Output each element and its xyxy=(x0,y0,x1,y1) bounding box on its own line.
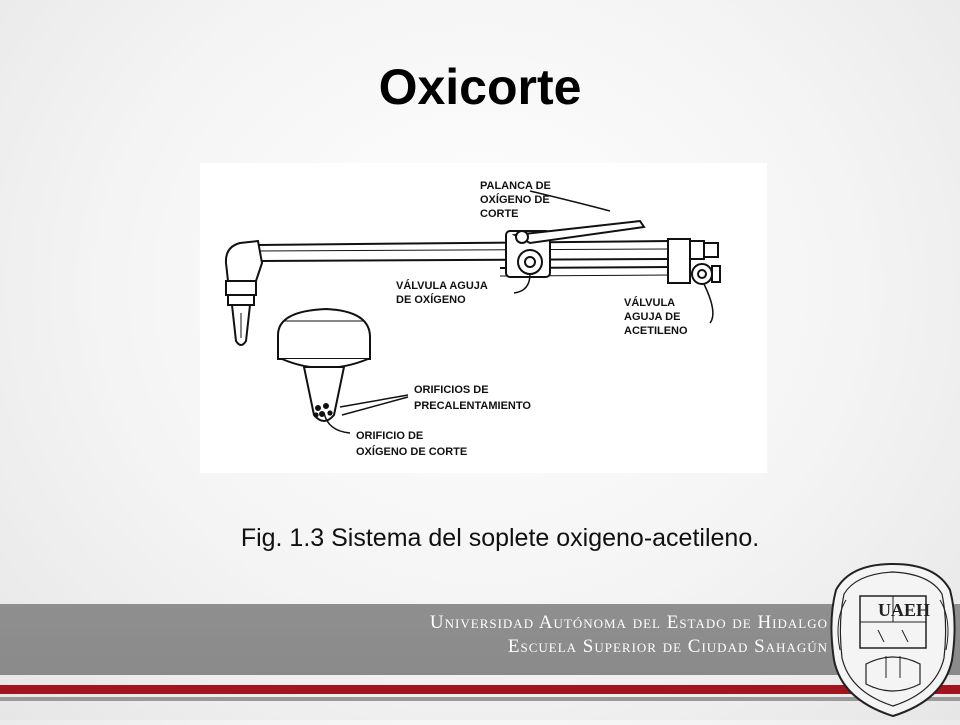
label-palanca-2: OXÍGENO DE xyxy=(480,194,550,206)
label-orificios-1: ORIFICIOS DE xyxy=(414,384,489,396)
footer-red-stripe xyxy=(0,685,960,694)
label-palanca-3: CORTE xyxy=(480,208,519,220)
university-name: Universidad Autónoma del Estado de Hidalgo xyxy=(429,612,828,633)
uaeh-seal-logo xyxy=(826,560,960,720)
slide-title: Oxicorte xyxy=(378,59,582,115)
footer-band xyxy=(0,604,960,675)
label-valvula-oxigeno-1: VÁLVULA AGUJA xyxy=(396,280,488,292)
label-orificios-2: PRECALENTAMIENTO xyxy=(414,400,531,412)
torch-diagram xyxy=(200,163,767,473)
label-orificio-corte-2: OXÍGENO DE CORTE xyxy=(356,446,468,458)
label-valvula-acetileno-1: VÁLVULA xyxy=(624,297,676,309)
label-valvula-acetileno-3: ACETILENO xyxy=(624,325,688,337)
footer-gray-stripe xyxy=(0,697,960,701)
label-valvula-oxigeno-2: DE OXÍGENO xyxy=(396,294,466,306)
label-orificio-corte-1: ORIFICIO DE xyxy=(356,430,424,442)
school-name: Escuela Superior de Ciudad Sahagún xyxy=(507,636,828,657)
logo-text: UAEH xyxy=(878,600,931,620)
label-valvula-acetileno-2: AGUJA DE xyxy=(624,311,681,323)
figure-caption: Fig. 1.3 Sistema del soplete oxigeno-acetileno. xyxy=(240,524,760,552)
label-palanca-1: PALANCA DE xyxy=(480,180,551,192)
